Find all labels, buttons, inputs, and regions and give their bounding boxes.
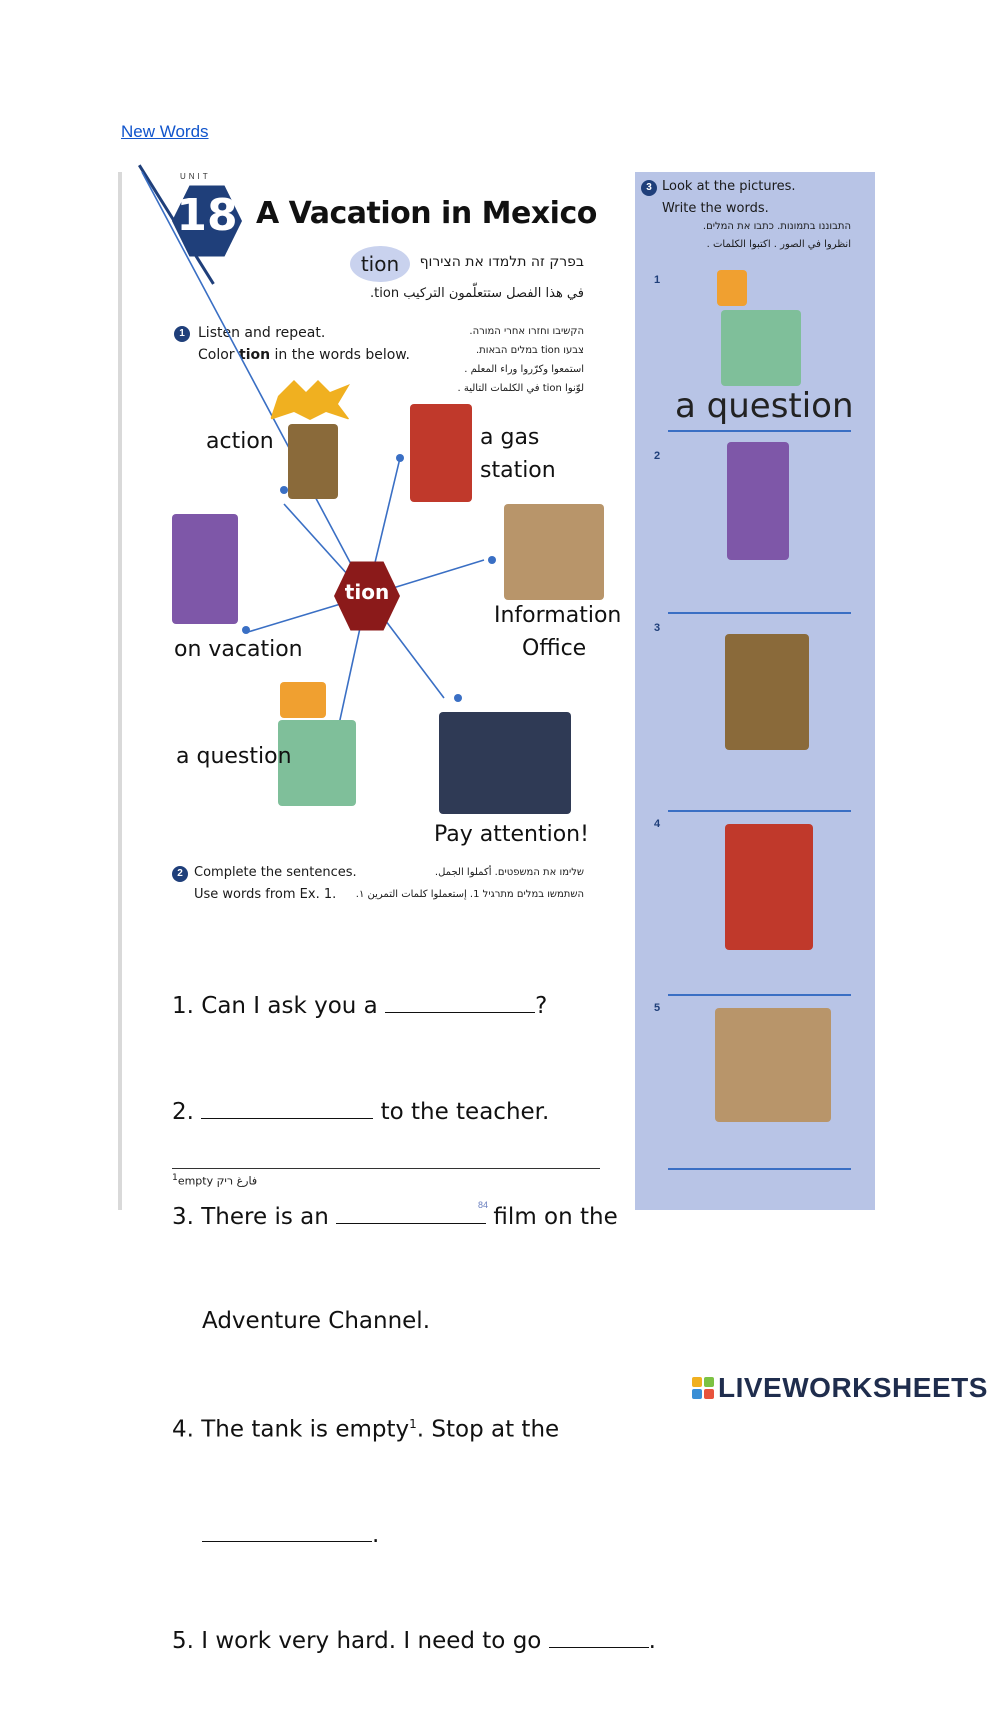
word-gas-station-line1: a gas — [480, 425, 540, 450]
sentence-5 — [172, 1622, 656, 1659]
intro-arabic: في هذا الفصل ستتعلّمون التركيب tion. — [370, 286, 584, 301]
word-action: action — [206, 429, 274, 454]
exercise2-number: 2 — [172, 866, 188, 882]
question-mark-icon — [717, 270, 747, 306]
exercise2-instructions — [194, 862, 357, 906]
sentence-text: . — [372, 1522, 380, 1549]
exercise3-rtl-line: انظروا في الصور . اكتبوا الكلمات . — [706, 239, 851, 250]
item3-picture — [725, 634, 809, 750]
item2-picture — [727, 442, 789, 560]
footnote-mark: 1 — [172, 1172, 178, 1183]
sentence-1 — [172, 987, 656, 1024]
item1-answer-line — [668, 430, 851, 432]
vacation-tourist-picture — [172, 514, 238, 624]
footnote — [172, 1172, 257, 1188]
exercise1-rtl-line: لوّنوا tion في الكلمات التالية . — [457, 383, 584, 394]
tion-chip: tion — [350, 246, 410, 282]
arrow-dot — [242, 626, 250, 634]
sentence-4 — [172, 1407, 656, 1447]
exercise2-line2: Use words from Ex. 1. — [194, 887, 337, 902]
item1-picture — [721, 310, 801, 386]
sentence-4-continued — [172, 1516, 656, 1553]
exercise1-number: 1 — [174, 326, 190, 342]
attention-car-picture — [439, 712, 571, 814]
item-number-5: 5 — [654, 1002, 661, 1014]
blank-3-input[interactable] — [336, 1198, 489, 1224]
sentence-text: film on the — [486, 1204, 618, 1230]
sentence-text: 4. The tank is empty — [172, 1416, 410, 1443]
sentence-list — [172, 918, 656, 1727]
item4-answer-line[interactable] — [668, 994, 851, 996]
question-mark-icon — [280, 682, 326, 718]
word-information-line1: Information — [494, 603, 622, 628]
exercise2-rtl-instructions — [344, 862, 584, 906]
word-attention: Pay attention! — [434, 822, 589, 847]
liveworksheets-logo-icon — [692, 1377, 714, 1399]
blank-1-input[interactable] — [385, 987, 535, 1013]
arrow-dot — [396, 454, 404, 462]
exercise3-line1: Look at the pictures. — [662, 179, 796, 194]
exercise3-panel — [635, 172, 875, 1210]
sentence-2 — [172, 1093, 656, 1130]
arrow-dot — [280, 486, 288, 494]
arrow-dot — [488, 556, 496, 564]
item-number-2: 2 — [654, 450, 661, 462]
exercise1-rtl-line: צבעו tion במלים הבאות. — [475, 345, 584, 356]
sentence-text: 3. There is an — [172, 1204, 337, 1230]
word-vacation: on vacation — [174, 637, 303, 662]
footnote-mark: 1 — [409, 1417, 417, 1431]
page-title: A Vacation in Mexico — [256, 196, 597, 231]
item-number-3: 3 — [654, 622, 661, 634]
exercise3-instructions — [662, 176, 796, 220]
sentence-text: to the teacher. — [373, 1098, 550, 1125]
exercise1-line2-bold: tion — [239, 347, 271, 363]
action-photographer-picture — [288, 424, 338, 499]
unit-label: UNIT — [180, 172, 211, 181]
exercise3-number: 3 — [641, 180, 657, 196]
sentence-text: . — [648, 1627, 656, 1654]
exercise1-rtl-line: הקשיבו וחזרו אחרי המורה. — [469, 326, 584, 337]
sentence-3 — [172, 1198, 656, 1235]
sentence-text: 1. Can I ask you a — [172, 993, 386, 1019]
exercise1-line2-pre: Color — [198, 347, 240, 363]
blank-4-input[interactable] — [202, 1516, 372, 1542]
sentence-text: 5. I work very hard. I need to go — [172, 1627, 549, 1654]
exercise2-rtl-line: השתמשו במלים מתרגיל 1. إستعملوا كلمات التمرين ١. — [355, 889, 584, 900]
word-information-line2: Office — [522, 636, 587, 661]
unit-number: 18 — [176, 190, 238, 241]
liveworksheets-brand — [692, 1373, 988, 1403]
tion-hub-label: tion — [344, 580, 390, 604]
sentence-text: ? — [535, 993, 548, 1019]
exercise1-line2-post: in the words below. — [270, 347, 410, 363]
footnote-divider — [172, 1168, 600, 1169]
item-number-4: 4 — [654, 818, 661, 830]
brand-name: LIVEWORKSHEETS — [718, 1372, 988, 1403]
blank-2-input[interactable] — [201, 1093, 373, 1119]
information-office-picture — [504, 504, 604, 600]
exercise1-line1: Listen and repeat. — [198, 325, 326, 341]
exercise3-line2: Write the words. — [662, 201, 769, 216]
item-number-1: 1 — [654, 274, 661, 286]
blank-5-input[interactable] — [549, 1622, 649, 1648]
sentence-text: . Stop at the — [416, 1416, 560, 1443]
gas-station-picture — [410, 404, 472, 502]
arrow-dot — [454, 694, 462, 702]
intro-hebrew: בפרק זה תלמדו את הצירוף — [419, 254, 584, 270]
exercise2-rtl-line: שלימו את המשפטים. أكملوا الجمل. — [434, 867, 584, 878]
item1-answer[interactable]: a question — [675, 386, 854, 426]
sentence-3-continued: Adventure Channel. — [202, 1307, 431, 1334]
item5-picture — [715, 1008, 831, 1122]
item2-answer-line[interactable] — [668, 612, 851, 614]
item3-answer-line[interactable] — [668, 810, 851, 812]
item5-answer-line[interactable] — [668, 1168, 851, 1170]
footnote-text: empty فارغ ריק — [177, 1174, 258, 1188]
exercise3-rtl-line: התבוננו בתמונות. כתבו את המלים. — [702, 221, 851, 232]
word-gas-station-line2: station — [480, 458, 556, 483]
word-question: a question — [176, 744, 292, 769]
new-words-link[interactable]: New Words — [121, 122, 209, 141]
exercise3-rtl-instructions — [655, 218, 851, 254]
sentence-text: 2. — [172, 1098, 202, 1125]
item4-picture — [725, 824, 813, 950]
exercise2-line1: Complete the sentences. — [194, 865, 357, 880]
page-number: 84 — [478, 1200, 489, 1210]
exercise1-rtl-line: استمعوا وكرّروا وراء المعلم . — [464, 364, 584, 375]
